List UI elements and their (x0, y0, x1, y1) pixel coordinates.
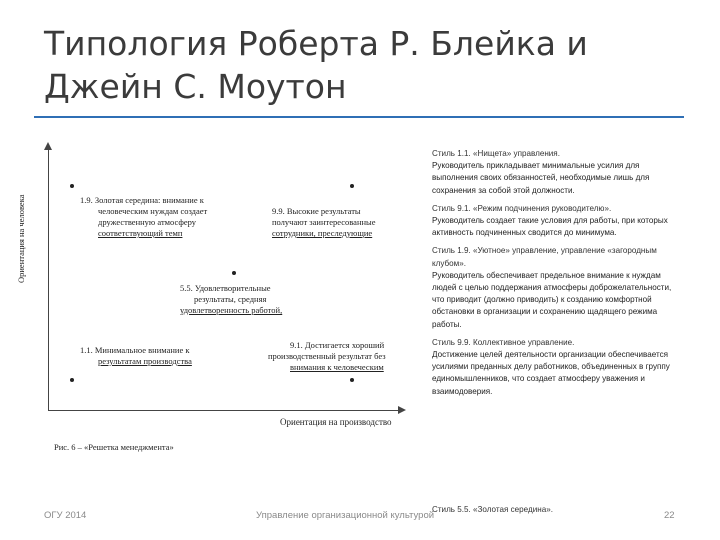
style-paragraph (432, 148, 682, 197)
y-axis-label: Ориентация на человека (16, 194, 26, 283)
cell-9-9-line: получают заинтересованные (272, 217, 376, 227)
grid-point-1-9 (70, 184, 74, 188)
title-divider (34, 116, 684, 118)
slide-number: 22 (664, 510, 675, 521)
cell-5-5-line: 5.5. Удовлетворительные (180, 283, 271, 293)
grid-cell-9-9 (272, 206, 422, 239)
cell-9-1-line: 9.1. Достигается хороший (290, 340, 385, 350)
figure-caption: Рис. 6 – «Решетка менеджмента» (54, 442, 174, 452)
style-text: Руководитель создает такие условия для работы, при которых активность подчиненных сводится до минимума. (432, 216, 668, 238)
style-paragraph (432, 245, 682, 330)
style-text: Достижение целей деятельности организации обеспечивается усилиями преданных делу работников, объединенных в группу единомышленников, что создает атмосферу уважения и взаимодоверия. (432, 350, 670, 396)
grid-cell-5-5 (180, 283, 340, 316)
grid-cell-1-9 (80, 195, 260, 239)
cell-1-9-line: дружественную атмосферу (98, 217, 197, 227)
grid-point-9-9 (350, 184, 354, 188)
style-heading-last: Стиль 5.5. «Золотая середина». (432, 505, 553, 514)
x-axis-label: Ориентация на производство (280, 417, 392, 427)
cell-1-1-line: 1.1. Минимальное внимание к (80, 345, 190, 355)
cell-5-5-line: удовлетворенность работой, (180, 305, 283, 315)
style-text: Руководитель обеспечивает предельное внимание к нуждам людей с целью поддержания атмосферы доброжелательности, что приводит (должно приводить) к созданию комфортной обстановки в организации и сохранению щадящего режима работы. (432, 270, 672, 329)
slide-title (44, 22, 684, 108)
title-line-1: Типология Роберта Р. Блейка и (44, 24, 588, 63)
style-heading: Стиль 1.9. «Уютное» управление, управление «загородным клубом». (432, 246, 657, 268)
footer-course-title: Управление организационной культурой (256, 510, 435, 521)
managerial-grid (40, 140, 420, 460)
styles-description (432, 148, 682, 404)
cell-1-9-line: соответствующий темп (98, 228, 183, 238)
x-axis (48, 410, 400, 411)
title-line-2: Джейн С. Моутон (44, 67, 347, 106)
style-paragraph (432, 203, 682, 240)
style-heading: Стиль 9.1. «Режим подчинения руководителю». (432, 203, 612, 213)
style-paragraph (432, 337, 682, 398)
x-axis-arrow (398, 406, 406, 414)
cell-1-9-line: 1.9. Золотая середина: внимание к (80, 195, 204, 205)
cell-1-9-line: человеческим нуждам создает (98, 206, 208, 216)
cell-9-9-line: 9.9. Высокие результаты (272, 206, 361, 216)
style-heading: Стиль 1.1. «Нищета» управления. (432, 149, 560, 158)
cell-1-1-line: результатам производства (98, 356, 192, 366)
cell-5-5-line: результаты, средняя (194, 294, 267, 304)
style-heading: Стиль 9.9. Коллективное управление. (432, 337, 575, 347)
grid-point-9-1 (350, 378, 354, 382)
footer-organization: ОГУ 2014 (44, 510, 87, 521)
style-text: Руководитель прикладывает минимальные усилия для выполнения своих обязанностей, необходимые лишь для сохранения за собой этой должности. (432, 161, 650, 195)
grid-point-1-1 (70, 378, 74, 382)
y-axis (48, 148, 49, 410)
cell-9-1-line: производственный результат без (268, 351, 386, 361)
grid-cell-1-1 (80, 345, 250, 367)
grid-point-5-5 (232, 271, 236, 275)
cell-9-1-line: внимания к человеческим (290, 362, 384, 372)
grid-cell-9-1 (268, 340, 428, 373)
cell-9-9-line: сотрудники, преследующие (272, 228, 373, 238)
